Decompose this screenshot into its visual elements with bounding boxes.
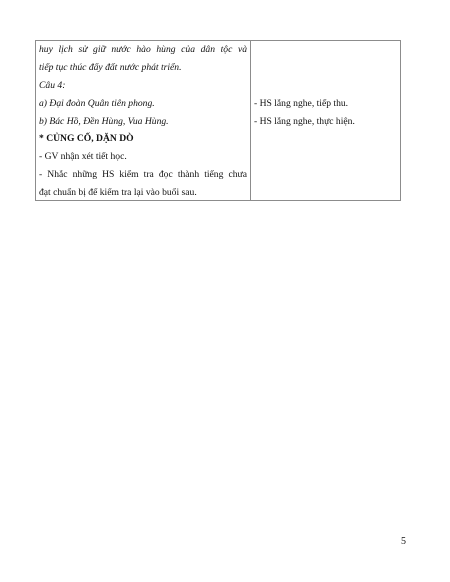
page-number: 5 bbox=[401, 536, 406, 547]
text-line: - HS lắng nghe, tiếp thu. bbox=[254, 98, 349, 109]
text-line: - HS lắng nghe, thực hiện. bbox=[254, 116, 355, 127]
section-heading: * CỦNG CỐ, DẶN DÒ bbox=[39, 133, 134, 144]
text-line: - GV nhận xét tiết học. bbox=[39, 151, 127, 162]
question-label: Câu 4: bbox=[39, 80, 66, 91]
student-activity-cell bbox=[251, 41, 400, 200]
text-line: đạt chuẩn bị để kiểm tra lại vào buổi sau. bbox=[39, 187, 197, 198]
teacher-activity-cell bbox=[36, 41, 251, 200]
text-line: - Nhắc những HS kiểm tra đọc thành tiếng chưa bbox=[39, 169, 247, 180]
text-line: huy lịch sử giữ nước hào hùng của dân tộc và bbox=[39, 44, 247, 55]
answer-a: a) Đại đoàn Quân tiên phong. bbox=[39, 98, 155, 109]
text-line: tiếp tục thúc đẩy đất nước phát triển. bbox=[39, 62, 182, 73]
answer-b: b) Bác Hồ, Đền Hùng, Vua Hùng. bbox=[39, 116, 169, 127]
lesson-table bbox=[35, 40, 401, 201]
